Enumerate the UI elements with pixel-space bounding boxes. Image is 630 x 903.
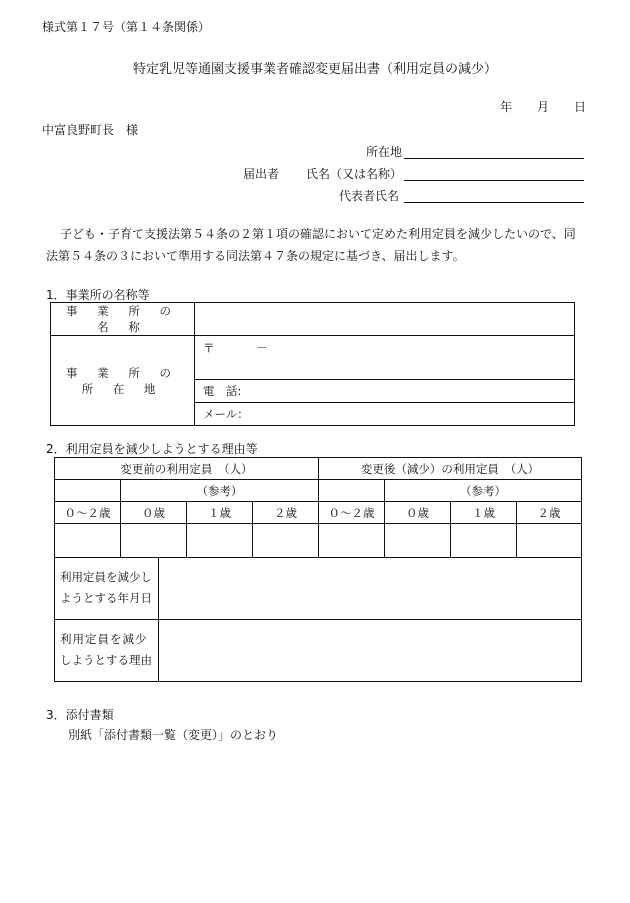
date-year: 年	[500, 100, 513, 114]
reason-label-line2: しようとする理由	[60, 653, 152, 667]
date-month: 月	[537, 100, 550, 114]
after-ref-label: （参考）	[385, 480, 582, 502]
name-line	[404, 180, 584, 181]
col-header: ０歳	[121, 502, 187, 524]
col-header: ２歳	[517, 502, 582, 524]
postal-field[interactable]	[195, 336, 575, 380]
postal-mark: 〒	[203, 341, 215, 355]
attachments-text: 別紙「添付書類一覧（変更）」のとおり	[68, 728, 279, 742]
reason-field[interactable]	[159, 619, 582, 681]
capacity-cell[interactable]	[187, 524, 253, 558]
facility-name-field[interactable]	[195, 303, 575, 336]
capacity-table	[54, 457, 582, 558]
col-header: ０～２歳	[55, 502, 121, 524]
page-title: 特定乳児等通園支援事業者確認変更届出書（利用定員の減少）	[132, 62, 497, 77]
date-label-line1: 利用定員を減少し	[60, 569, 152, 584]
after-header: 変更後（減少）の利用定員 （人）	[319, 458, 582, 480]
rep-label: 代表者氏名	[339, 189, 400, 203]
reason-label	[55, 619, 159, 681]
before-header: 変更前の利用定員 （人）	[55, 458, 319, 480]
capacity-cell[interactable]	[451, 524, 517, 558]
addressee: 中富良野町長 様	[42, 123, 139, 137]
address-line	[404, 158, 584, 159]
address-label: 所在地	[366, 145, 403, 159]
rep-line	[404, 202, 584, 203]
date-field[interactable]	[159, 557, 582, 619]
capacity-cell[interactable]	[121, 524, 187, 558]
reason-label-line1: 利用定員を減少	[60, 632, 148, 646]
facility-table	[50, 302, 575, 426]
after-spacer	[319, 480, 385, 502]
col-header: ２歳	[253, 502, 319, 524]
facility-name-label: 事 業 所 の 名 称	[51, 303, 195, 336]
body-line-1: 子ども・子育て支援法第５４条の２第１項の確認において定めた利用定員を減少したいので、同	[60, 227, 576, 241]
col-header: １歳	[187, 502, 253, 524]
before-spacer	[55, 480, 121, 502]
form-number: 様式第１７号（第１４条関係）	[42, 20, 211, 34]
reason-table	[54, 557, 582, 682]
date-day: 日	[574, 100, 587, 114]
body-line-2: 法第５４条の３において準用する同法第４７条の規定に基づき、届出します。	[46, 249, 465, 263]
date-label	[55, 557, 159, 619]
email-field[interactable]	[195, 403, 575, 426]
postal-dash: －	[256, 341, 268, 355]
submitter-label: 届出者	[243, 167, 280, 181]
col-header: ０～２歳	[319, 502, 385, 524]
email-label: メール：	[203, 407, 249, 421]
col-header: １歳	[451, 502, 517, 524]
capacity-cell[interactable]	[253, 524, 319, 558]
phone-field[interactable]	[195, 380, 575, 403]
capacity-cell[interactable]	[385, 524, 451, 558]
capacity-cell[interactable]	[55, 524, 121, 558]
facility-location-label: 事 業 所 の 所 在 地	[51, 336, 195, 426]
col-header: ０歳	[385, 502, 451, 524]
before-ref-label: （参考）	[121, 480, 319, 502]
section1-heading: 1．事業所の名称等	[46, 288, 150, 302]
name-label: 氏名（又は名称）	[306, 167, 403, 181]
section3-heading: 3．添付書類	[46, 708, 114, 722]
capacity-cell[interactable]	[319, 524, 385, 558]
capacity-cell[interactable]	[517, 524, 582, 558]
date-label-line2: ようとする年月日	[60, 590, 152, 605]
section2-heading: 2．利用定員を減少しようとする理由等	[46, 442, 258, 456]
phone-label: 電 話:	[203, 384, 242, 398]
